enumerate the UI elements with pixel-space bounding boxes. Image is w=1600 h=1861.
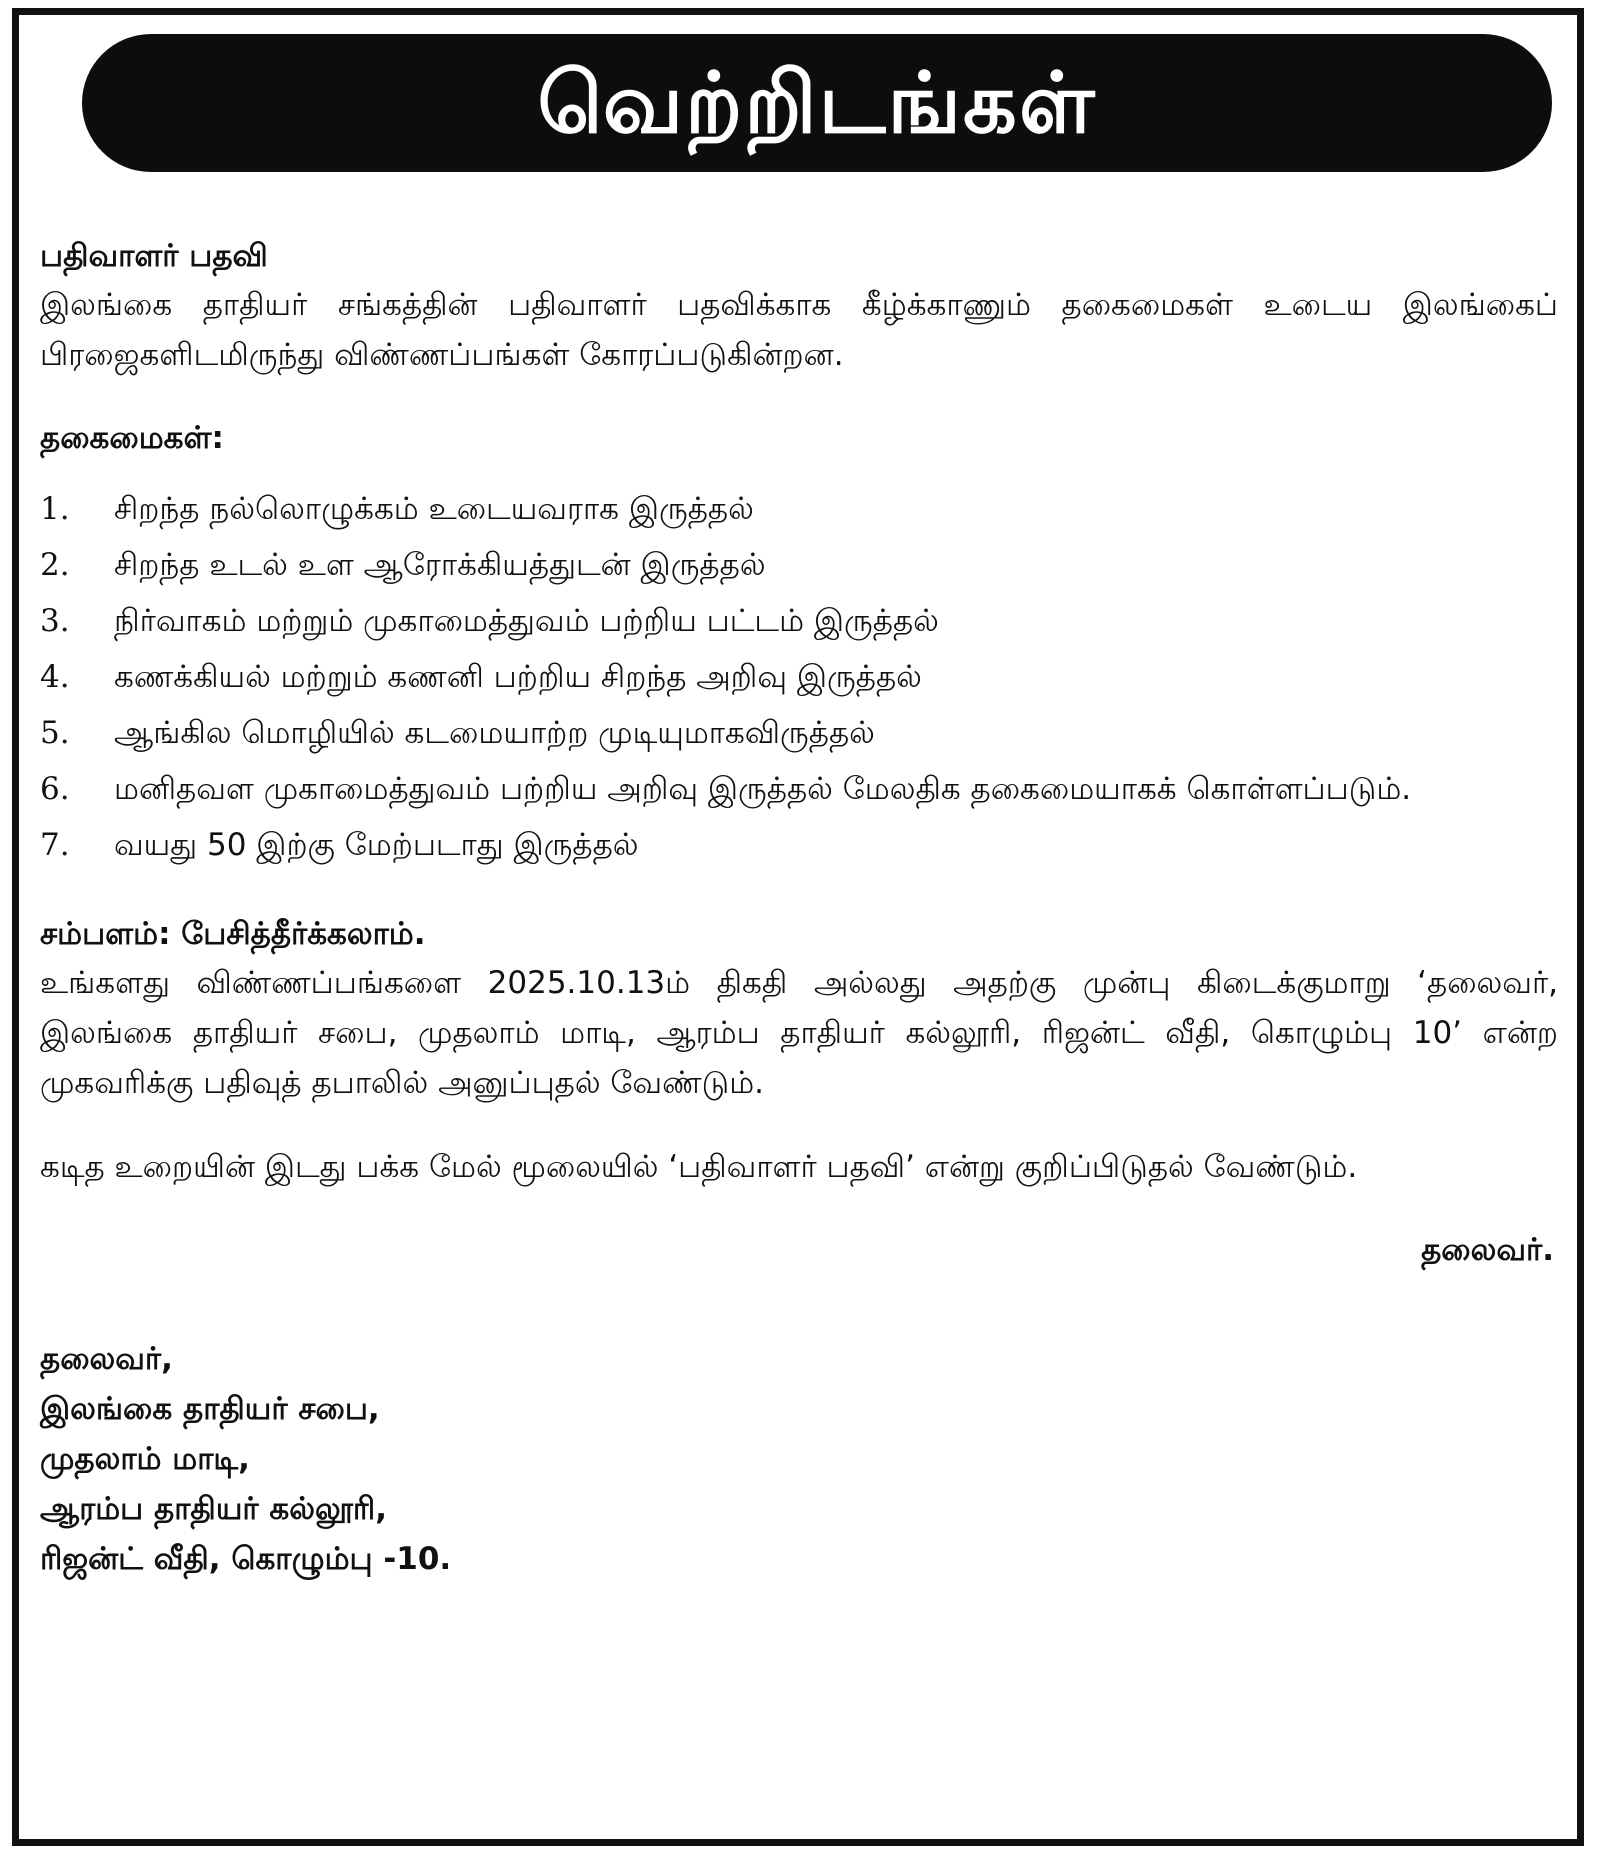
qualification-item (40, 820, 1558, 870)
qualification-item (40, 484, 1558, 534)
position-title: பதிவாளர் பதவி (40, 238, 268, 274)
salary-line: சம்பளம்: பேசித்தீர்க்கலாம். (40, 916, 426, 952)
qualifications-heading: தகைமைகள்: (40, 420, 224, 456)
banner-title: வெற்றிடங்கள் (537, 54, 1097, 152)
envelope-instructions: கடித உறையின் இடது பக்க மேல் மூலையில் ‘பதிவாளர் பதவி’ என்று குறிப்பிடுதல் வேண்டும். (40, 1149, 1358, 1185)
qualification-number: 2. (40, 547, 70, 583)
postal-address (40, 1334, 1558, 1584)
qualification-text: வயது 50 இற்கு மேற்படாது இருத்தல் (114, 827, 639, 863)
signature-title: தலைவர். (1421, 1232, 1554, 1268)
address-line: முதலாம் மாடி, (40, 1441, 250, 1477)
vacancies-banner (82, 34, 1552, 172)
qualification-item (40, 652, 1558, 702)
address-line: தலைவர், (40, 1341, 173, 1377)
qualification-number: 6. (40, 771, 70, 807)
qualification-number: 7. (40, 827, 70, 863)
qualification-item (40, 540, 1558, 590)
qualification-number: 4. (40, 659, 70, 695)
qualification-text: மனிதவள முகாமைத்துவம் பற்றிய அறிவு இருத்தல் மேலதிக தகைமையாகக் கொள்ளப்படும். (114, 771, 1412, 807)
qualification-text: ஆங்கில மொழியில் கடமையாற்ற முடியுமாகவிருத்தல் (114, 715, 875, 751)
qualification-item (40, 708, 1558, 758)
address-line: ரிஜன்ட் வீதி, கொழும்பு -10. (40, 1541, 452, 1577)
qualification-item (40, 764, 1558, 814)
qualification-text: நிர்வாகம் மற்றும் முகாமைத்துவம் பற்றிய பட்டம் இருத்தல் (114, 603, 939, 639)
qualification-number: 5. (40, 715, 70, 751)
position-intro: இலங்கை தாதியர் சங்கத்தின் பதிவாளர் பதவிக்காக கீழ்க்காணும் தகைமைகள் உடைய இலங்கைப் பிரஜைகளிடமிருந்து விண்ணப்பங்கள் கோரப்படுகின்றன. (40, 287, 1558, 373)
qualification-text: கணக்கியல் மற்றும் கணனி பற்றிய சிறந்த அறிவு இருத்தல் (114, 659, 922, 695)
address-line: இலங்கை தாதியர் சபை, (40, 1391, 380, 1427)
qualifications-list (40, 484, 1558, 870)
qualification-item (40, 596, 1558, 646)
advertisement-body (40, 232, 1558, 1584)
qualification-text: சிறந்த உடல் உள ஆரோக்கியத்துடன் இருத்தல் (114, 547, 766, 583)
qualification-number: 1. (40, 491, 70, 527)
qualification-number: 3. (40, 603, 70, 639)
submission-instructions: உங்களது விண்ணப்பங்களை 2025.10.13ம் திகதி அல்லது அதற்கு முன்பு கிடைக்குமாறு ‘தலைவர், இலங்கை தாதியர் சபை, முதலாம் மாடி, ஆரம்ப தாதியர் கல்லூரி, ரிஜன்ட் வீதி, கொழும்பு 10’ என்ற முகவரிக்கு பதிவுத் தபாலில் அனுப்புதல் வேண்டும். (40, 965, 1558, 1101)
qualification-text: சிறந்த நல்லொழுக்கம் உடையவராக இருத்தல் (114, 491, 754, 527)
address-line: ஆரம்ப தாதியர் கல்லூரி, (40, 1491, 387, 1527)
